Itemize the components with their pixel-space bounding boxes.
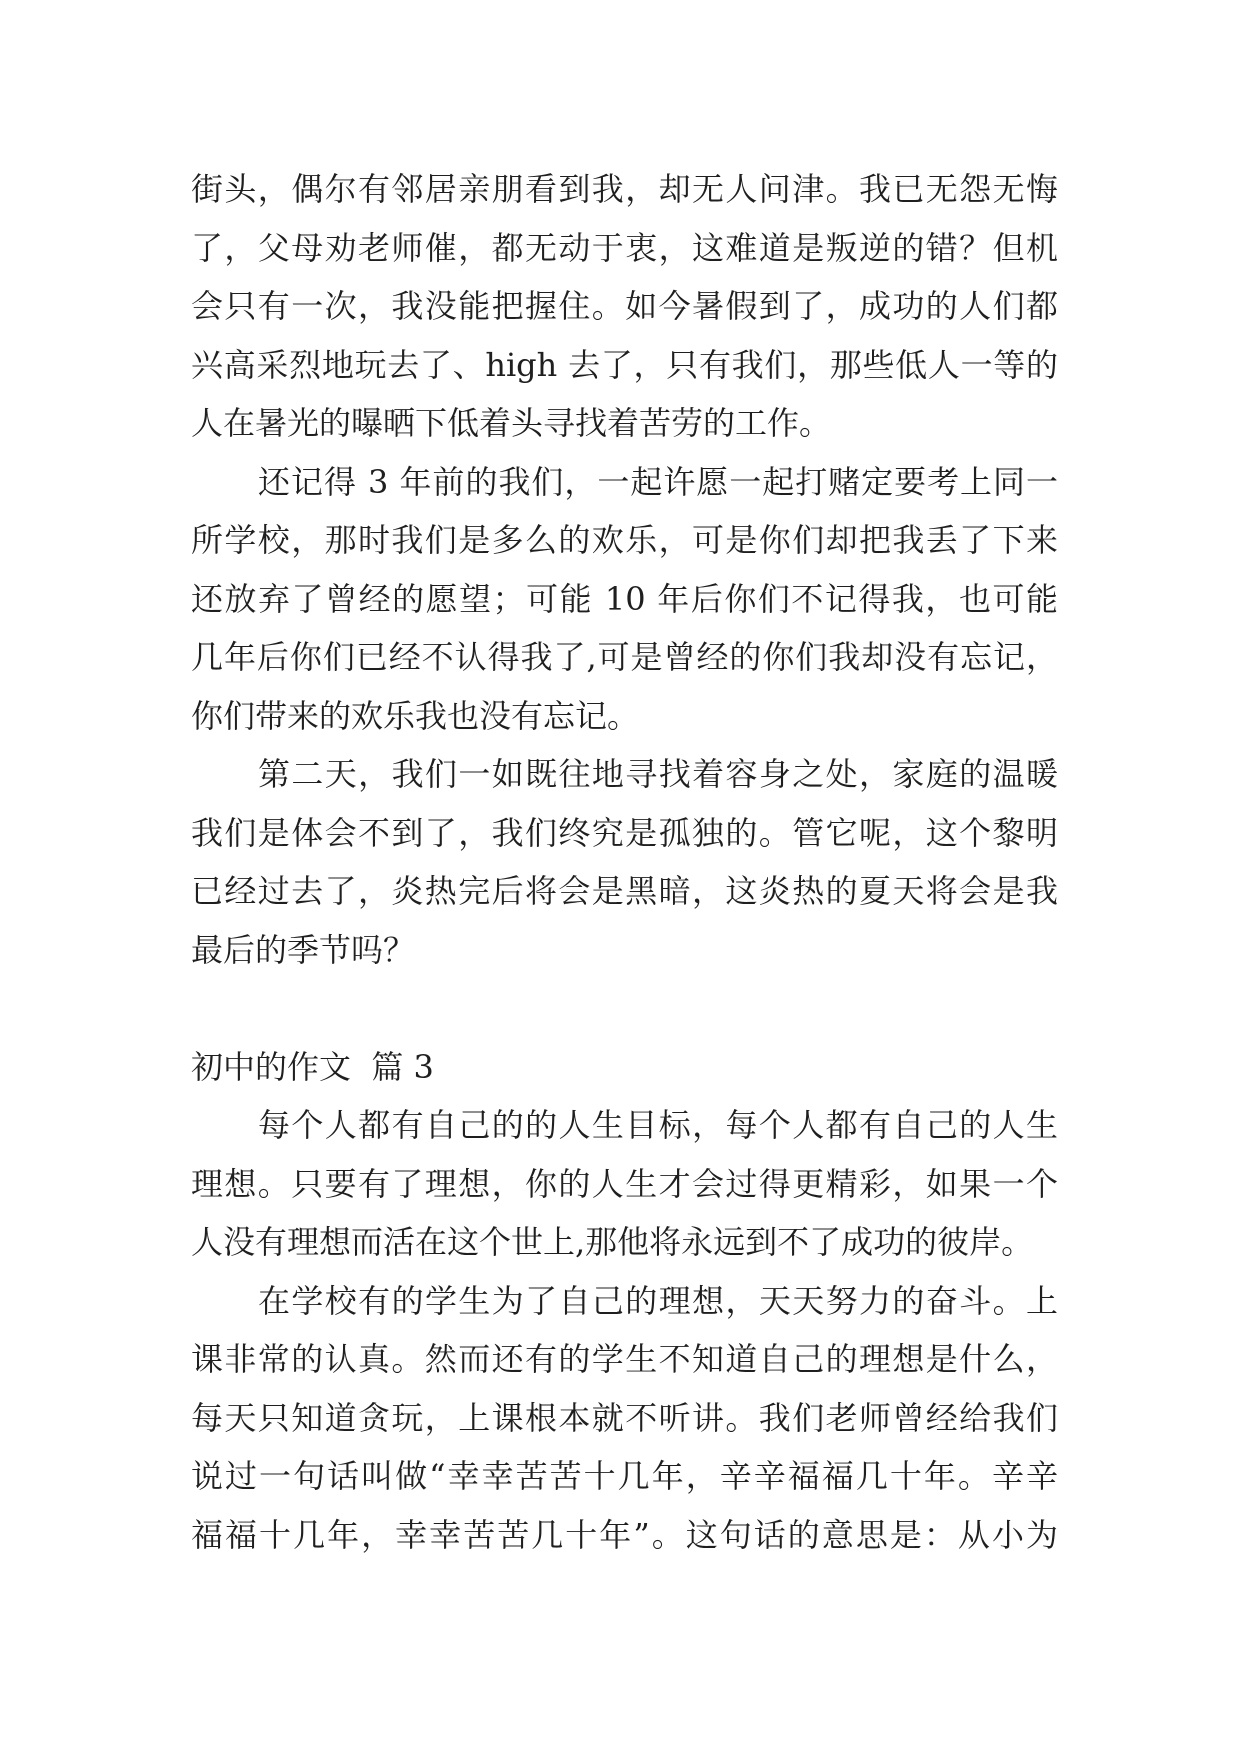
paragraph-2	[191, 453, 1058, 746]
text-line: 已经过去了，炎热完后将会是黑暗，这炎热的夏天将会是我	[191, 872, 1058, 910]
text-line: 每个人都有自己的的人生目标，每个人都有自己的人生	[258, 1106, 1058, 1144]
text-line: 还放弃了曾经的愿望；可能 10 年后你们不记得我，也可能	[191, 579, 1058, 618]
text-line: 每天只知道贪玩，上课根本就不听讲。我们老师曾经给我们	[191, 1398, 1058, 1437]
paragraph-5	[191, 1272, 1058, 1565]
text-line: 了，父母劝老师催，都无动于衷，这难道是叛逆的错？但机	[191, 228, 1058, 267]
text-line: 课非常的认真。然而还有的学生不知道自己的理想是什么，	[191, 1340, 1058, 1378]
text-line: 第二天，我们一如既往地寻找着容身之处，家庭的温暖	[258, 755, 1058, 793]
essay-continuation	[191, 160, 1058, 979]
text-line: 几年后你们已经不认得我了,可是曾经的你们我却没有忘记，	[191, 638, 1058, 676]
text-line: 还记得 3 年前的我们，一起许愿一起打赌定要考上同一	[258, 462, 1058, 501]
text-line: 福福十几年，幸幸苦苦几十年”。这句话的意思是：从小为	[191, 1515, 1058, 1554]
document-body	[191, 160, 1058, 1564]
paragraph-1	[191, 160, 1058, 453]
essay-3	[191, 1038, 1058, 1565]
text-line: 在学校有的学生为了自己的理想，天天努力的奋斗。上	[258, 1281, 1058, 1320]
text-line: 会只有一次，我没能把握住。如今暑假到了，成功的人们都	[191, 287, 1058, 325]
text-line: 最后的季节吗？	[191, 930, 416, 969]
paragraph-4	[191, 1096, 1058, 1272]
text-line: 你们带来的欢乐我也没有忘记。	[191, 696, 640, 735]
text-line: 兴高采烈地玩去了、high 去了，只有我们，那些低人一等的	[191, 345, 1058, 384]
paragraph-3	[191, 745, 1058, 979]
text-line: 街头，偶尔有邻居亲朋看到我，却无人问津。我已无怨无悔	[191, 170, 1058, 208]
text-line: 我们是体会不到了，我们终究是孤独的。管它呢，这个黎明	[191, 813, 1058, 852]
text-line: 说过一句话叫做“幸幸苦苦十几年，辛辛福福几十年。辛辛	[191, 1457, 1058, 1495]
section-heading: 初中的作文 篇 3	[191, 1047, 434, 1086]
blank-line	[191, 979, 1058, 1038]
text-line: 人在暑光的曝晒下低着头寻找着苦劳的工作。	[191, 404, 832, 442]
text-line: 理想。只要有了理想，你的人生才会过得更精彩，如果一个	[191, 1164, 1058, 1203]
text-line: 所学校，那时我们是多么的欢乐，可是你们却把我丢了下来	[191, 521, 1058, 559]
text-line: 人没有理想而活在这个世上,那他将永远到不了成功的彼岸。	[191, 1223, 1034, 1261]
